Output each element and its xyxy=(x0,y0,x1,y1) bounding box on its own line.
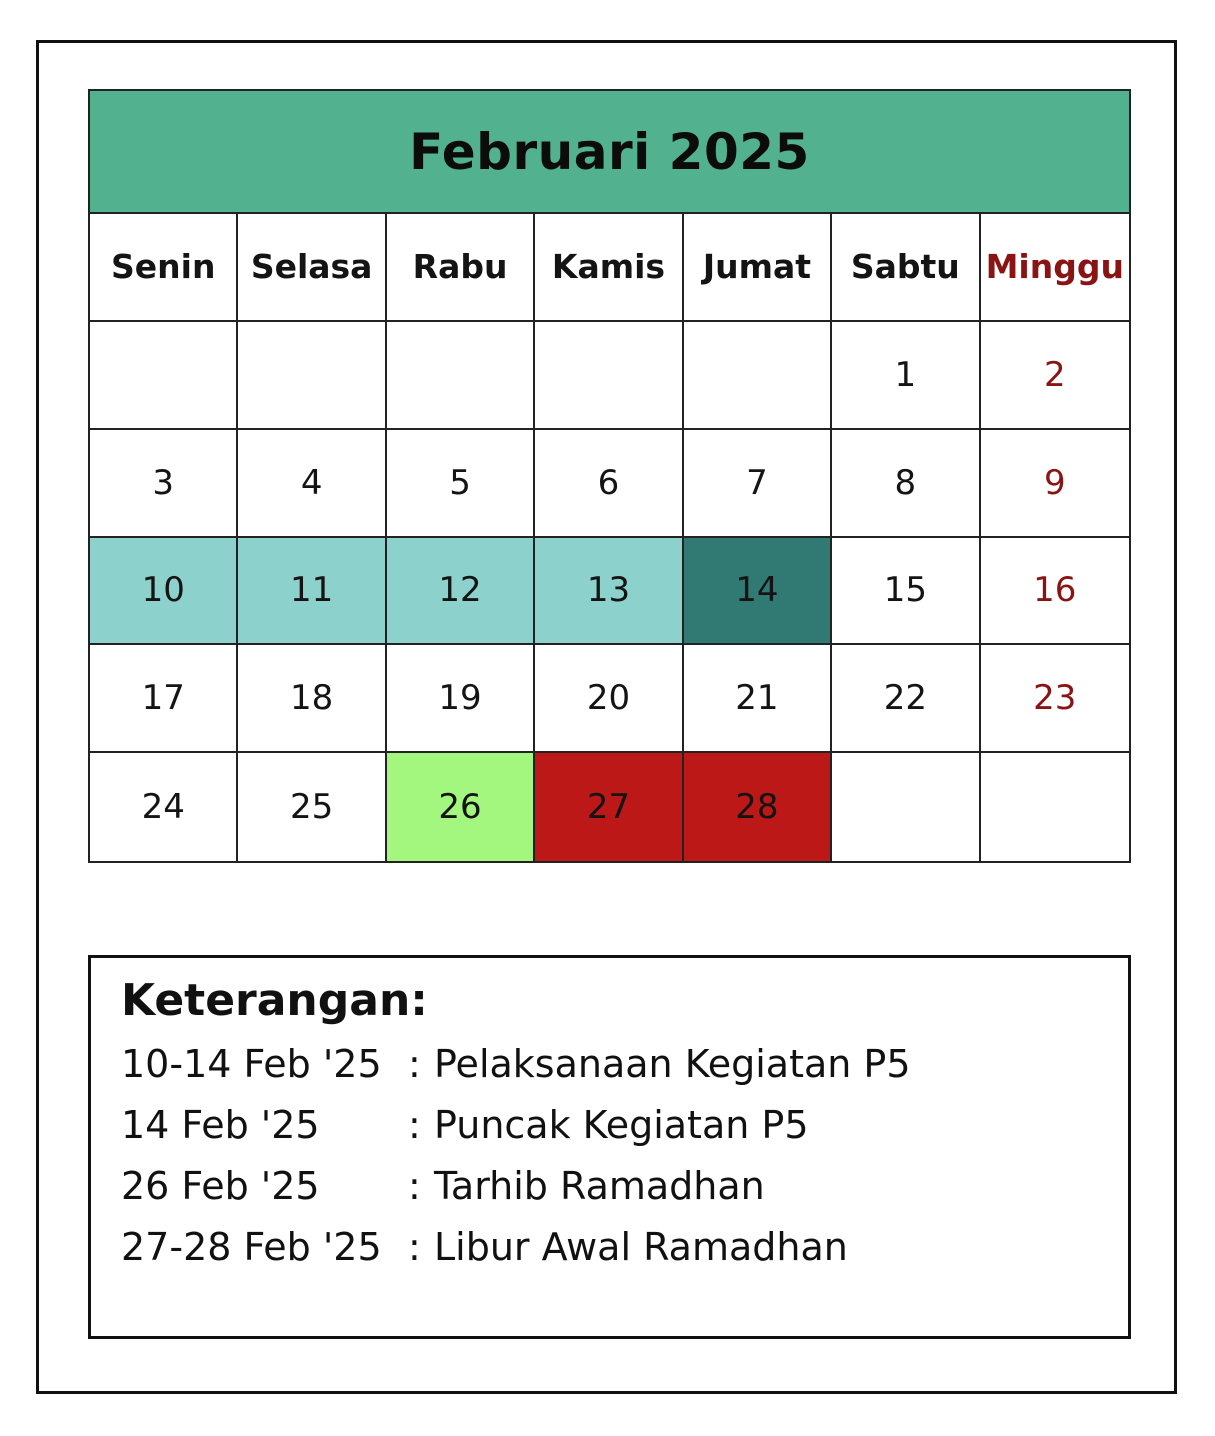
day-cell-19: 19 xyxy=(387,645,535,753)
day-cell-15: 15 xyxy=(832,538,980,646)
day-cell-4: 4 xyxy=(238,430,386,538)
empty-day-cell xyxy=(832,753,980,861)
day-cell-21: 21 xyxy=(684,645,832,753)
day-cell-22: 22 xyxy=(832,645,980,753)
legend-separator: : xyxy=(408,1103,421,1147)
day-cell-1: 1 xyxy=(832,322,980,430)
legend-item xyxy=(121,1095,1128,1156)
day-cell-17: 17 xyxy=(90,645,238,753)
weekday-header-rabu: Rabu xyxy=(387,214,535,322)
day-cell-5: 5 xyxy=(387,430,535,538)
calendar-grid xyxy=(90,214,1129,861)
empty-day-cell xyxy=(387,322,535,430)
empty-day-cell xyxy=(981,753,1129,861)
day-cell-13: 13 xyxy=(535,538,683,646)
legend-description: Puncak Kegiatan P5 xyxy=(434,1103,809,1147)
empty-day-cell xyxy=(535,322,683,430)
legend-box xyxy=(88,955,1131,1339)
legend-list xyxy=(121,1034,1128,1278)
calendar-title: Februari 2025 xyxy=(90,91,1129,214)
weekday-header-jumat: Jumat xyxy=(684,214,832,322)
day-cell-7: 7 xyxy=(684,430,832,538)
legend-separator: : xyxy=(408,1164,421,1208)
weekday-header-senin: Senin xyxy=(90,214,238,322)
day-cell-8: 8 xyxy=(832,430,980,538)
empty-day-cell xyxy=(238,322,386,430)
day-cell-25: 25 xyxy=(238,753,386,861)
day-cell-27: 27 xyxy=(535,753,683,861)
day-cell-6: 6 xyxy=(535,430,683,538)
day-cell-28: 28 xyxy=(684,753,832,861)
empty-day-cell xyxy=(90,322,238,430)
weekday-header-kamis: Kamis xyxy=(535,214,683,322)
legend-item xyxy=(121,1156,1128,1217)
day-cell-18: 18 xyxy=(238,645,386,753)
day-cell-3: 3 xyxy=(90,430,238,538)
legend-description: Pelaksanaan Kegiatan P5 xyxy=(434,1042,911,1086)
day-cell-20: 20 xyxy=(535,645,683,753)
legend-item xyxy=(121,1034,1128,1095)
day-cell-10: 10 xyxy=(90,538,238,646)
calendar xyxy=(88,89,1131,863)
day-cell-16: 16 xyxy=(981,538,1129,646)
legend-date: 26 Feb '25 xyxy=(121,1164,320,1208)
day-cell-14: 14 xyxy=(684,538,832,646)
weekday-header-sabtu: Sabtu xyxy=(832,214,980,322)
legend-date: 27-28 Feb '25 xyxy=(121,1225,382,1269)
empty-day-cell xyxy=(684,322,832,430)
legend-title: Keterangan: xyxy=(121,975,428,1026)
weekday-header-selasa: Selasa xyxy=(238,214,386,322)
day-cell-11: 11 xyxy=(238,538,386,646)
legend-item xyxy=(121,1217,1128,1278)
day-cell-26: 26 xyxy=(387,753,535,861)
legend-separator: : xyxy=(408,1225,421,1269)
day-cell-12: 12 xyxy=(387,538,535,646)
legend-date: 10-14 Feb '25 xyxy=(121,1042,382,1086)
legend-description: Libur Awal Ramadhan xyxy=(434,1225,848,1269)
weekday-header-minggu: Minggu xyxy=(981,214,1129,322)
day-cell-2: 2 xyxy=(981,322,1129,430)
day-cell-9: 9 xyxy=(981,430,1129,538)
day-cell-24: 24 xyxy=(90,753,238,861)
legend-date: 14 Feb '25 xyxy=(121,1103,320,1147)
legend-separator: : xyxy=(408,1042,421,1086)
day-cell-23: 23 xyxy=(981,645,1129,753)
legend-description: Tarhib Ramadhan xyxy=(434,1164,765,1208)
